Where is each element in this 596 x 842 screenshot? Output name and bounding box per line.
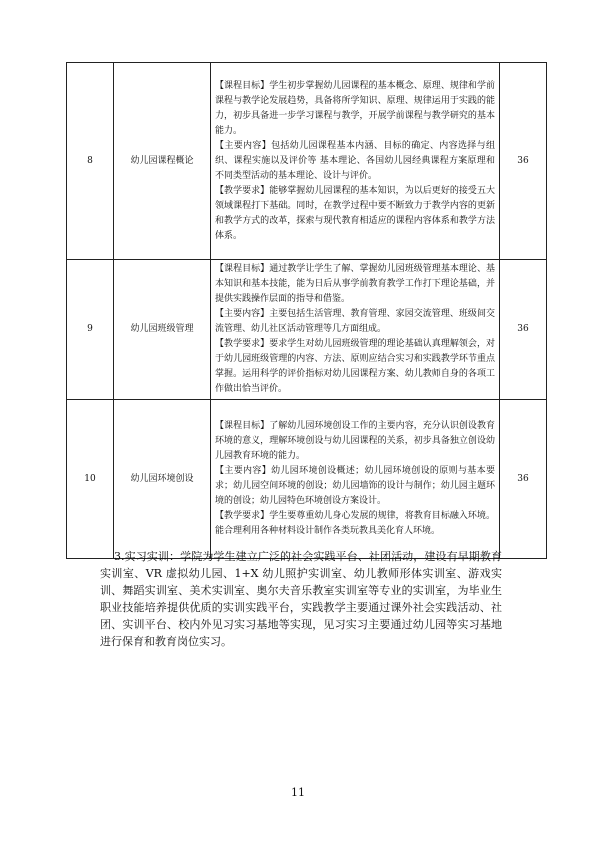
course-requirement: 【教学要求】要求学生对幼儿园班级管理的理论基础认真理解领会，对于幼儿园班级管理的内容、方法、原则应结合实习和实践教学环节重点掌握。运用科学的评价指标对幼儿园课程方案、幼儿教师自身的各项工作做出恰当评价。 [215,339,495,394]
course-objective: 【课程目标】学生初步掌握幼儿园课程的基本概念、原理、规律和学前课程与教学论发展趋势，具备将所学知识、原理、规律运用于实践的能力，初步具备进一步学习课程与教学，开展学前课程与教学研究的基本能力。 [215,80,495,136]
internship-paragraph: 3.实习实训：学院为学生建立广泛的社会实践平台、社团活动，建设有早期教育实训室、VR 虚拟幼儿园、1+X 幼儿照护实训室、幼儿教师形体实训室、游戏实训、舞蹈实训室、美术实训室、奥尔夫音乐教室实训室等专业的实训室，为毕业生职业技能培养提供优质的实训实践平台，实践教学主要通过课外社会实践活动、社团、实训平台、校内外见习实习基地等实现，见习实习主要通过幼儿园等实习基地进行保育和教育岗位实习。 [100,550,502,648]
course-hours: 36 [500,260,547,400]
course-content: 【主要内容】主要包括生活管理、教育管理、家园交流管理、班级间交流管理、幼儿社区活动管理等几方面组成。 [215,309,495,334]
course-content: 【主要内容】包括幼儿园课程基本内涵、目标的确定、内容选择与组织、课程实施以及评价等 基本理论、各国幼儿园经典课程方案原理和不同类型活动的基本理论、设计与评价。 [215,140,495,181]
course-requirement: 【教学要求】能够掌握幼儿园课程的基本知识，为以后更好的接受五大领域课程打下基础。同时，在教学过程中要不断致力于教学内容的更新和教学方式的改革，探索与现代教育相适应的课程内容体系和教学方法体系。 [215,185,495,241]
course-name: 幼儿园班级管理 [114,260,211,400]
course-number: 10 [67,400,114,559]
course-hours: 36 [500,63,547,260]
course-number: 8 [67,63,114,260]
course-description [211,63,500,260]
course-content: 【主要内容】幼儿园环境创设概述；幼儿园环境创设的原则与基本要求；幼儿园空间环境的创设；幼儿园墙饰的设计与制作；幼儿园主题环境的创设；幼儿园特色环境创设方案设计。 [215,466,495,506]
table-row [67,400,547,559]
course-description [211,260,500,400]
table-row [67,260,547,400]
course-objective: 【课程目标】通过教学让学生了解、掌握幼儿园班级管理基本理论、基本知识和基本技能，能为日后从事学前教育教学工作打下理论基础，并提供实践操作层面的指导和借鉴。 [215,264,495,304]
course-number: 9 [67,260,114,400]
course-objective: 【课程目标】了解幼儿园环境创设工作的主要内容，充分认识创设教育环境的意义，理解环境创设与幼儿园课程的关系，初步具备独立创设幼儿园教育环境的能力。 [215,421,495,461]
course-description [211,400,500,559]
page-number: 11 [291,786,305,799]
table-row [67,63,547,260]
course-table [66,62,547,559]
course-requirement: 【教学要求】学生要尊重幼儿身心发展的规律，将教育目标融入环境。能合理利用各种材料设计制作各类玩教具美化育人环境。 [215,511,495,536]
course-hours: 36 [500,400,547,559]
course-name: 幼儿园环境创设 [114,400,211,559]
course-name: 幼儿园课程概论 [114,63,211,260]
